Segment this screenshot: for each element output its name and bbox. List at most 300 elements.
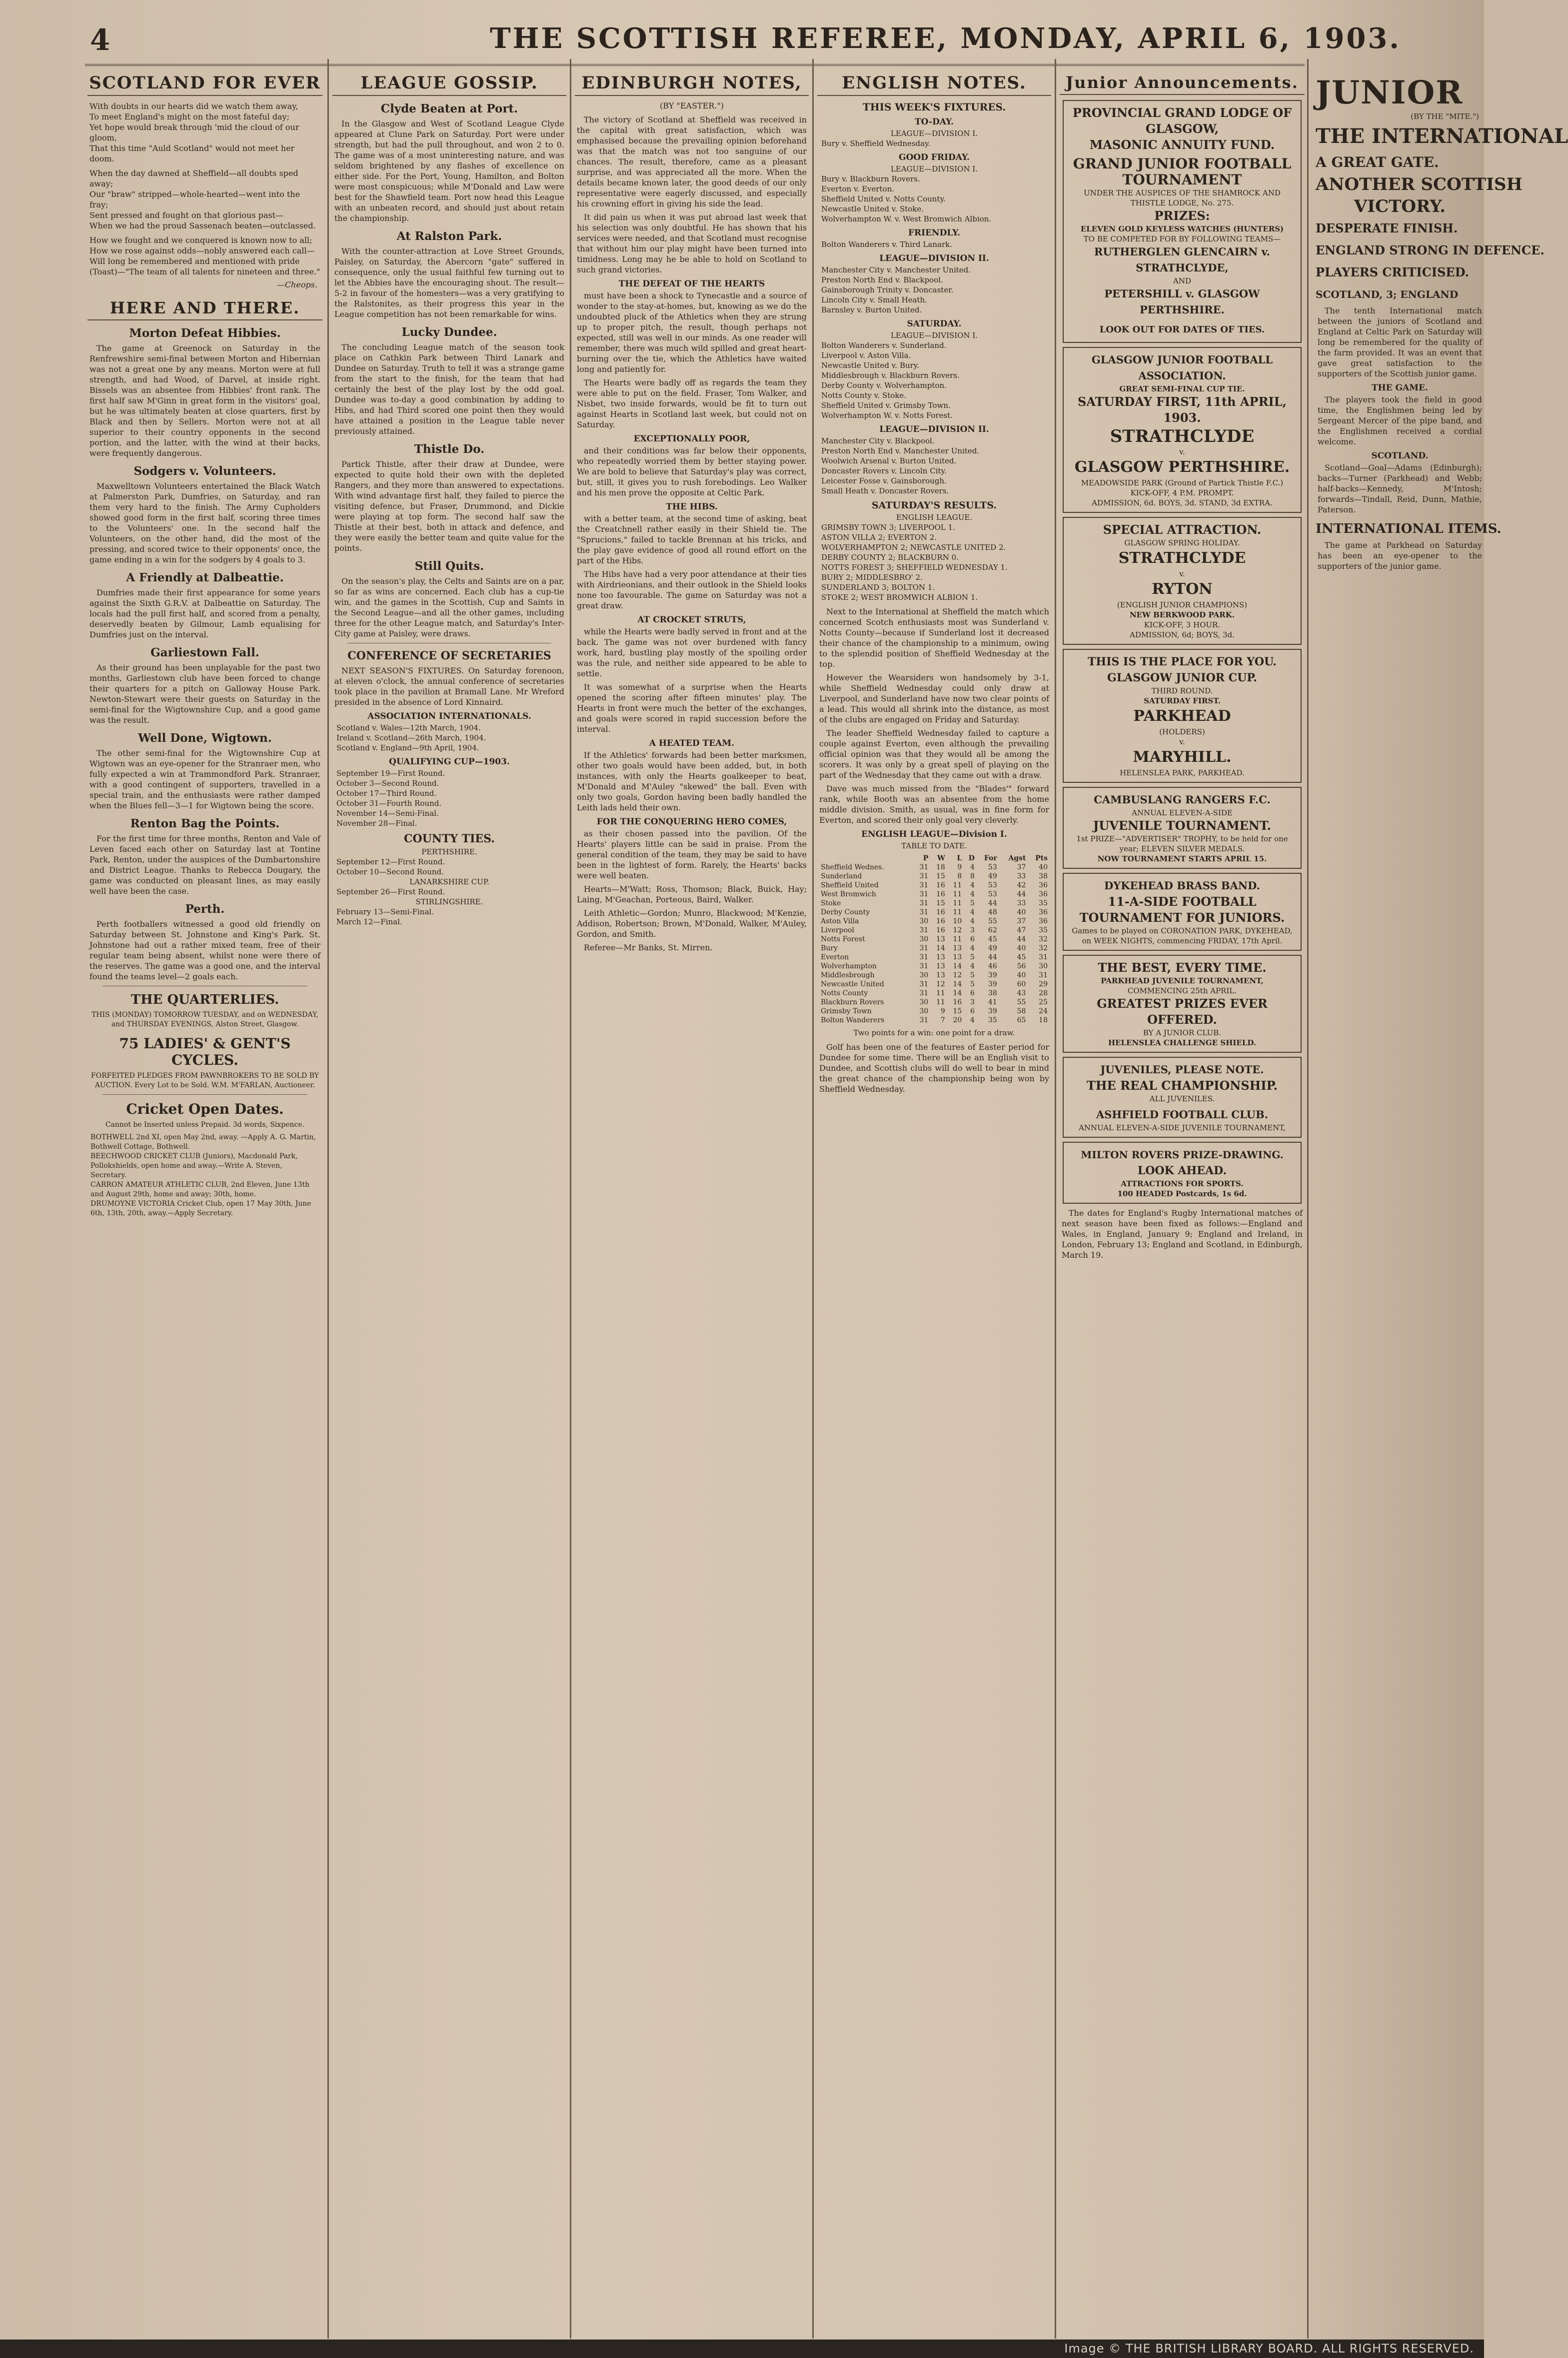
fixture-line: Lincoln City v. Small Heath. — [821, 295, 928, 304]
subheading: THE HIBS. — [666, 502, 718, 512]
ad-line: LOOK OUT FOR DATES OF TIES. — [1099, 324, 1265, 335]
league-table-cell: 44 — [1017, 890, 1026, 898]
ad-line: TO BE COMPETED FOR BY FOLLOWING TEAMS— — [1083, 234, 1281, 243]
poem-line: With doubts in our hearts did we watch them away, — [89, 101, 298, 111]
league-table-row — [819, 1016, 1049, 1025]
league-table-row — [819, 944, 1049, 953]
article-text: With the counter-attraction at Love Street Grounds, Paisley, on Saturday, the Abercorn "gate" suffered in consequence, only the usual faithful few turning out to let the Abbies have the encouraging shout. The result—5-2 in favour of the homesters—was a very gratifying to the Ralstonites, as their progress this year in the League competition has not been remarkable for wins. — [334, 246, 564, 319]
subheading: THE GAME. — [1372, 383, 1428, 393]
league-table-cell: Wolverhampton — [821, 962, 877, 970]
article-text: while the Hearts were badly served in front and at the back. The game was not over burdened with fancy work, hard, bustling play mostly of the spoiling order was the rule, and neither side appeared to be able to settle. — [577, 627, 807, 678]
league-table-cell: 3 — [970, 926, 975, 934]
league-table-cell: 38 — [988, 989, 997, 997]
ad-line: GRAND JUNIOR FOOTBALL TOURNAMENT — [1073, 155, 1292, 188]
league-table-row — [819, 881, 1049, 890]
ad-line: ADMISSION, 6d. BOYS, 3d. STAND, 3d EXTRA. — [1092, 498, 1273, 507]
league-table-cell: 11 — [953, 908, 962, 916]
cricket-heading: Cricket Open Dates. — [126, 1101, 284, 1117]
cycles-heading: 75 LADIES' & GENT'S CYCLES. — [119, 1035, 291, 1068]
column-league-gossip — [332, 70, 566, 2330]
league-table — [819, 854, 1049, 1025]
league-table-cell: 14 — [936, 944, 945, 952]
poem-line: Sent pressed and fought on that glorious past— — [89, 210, 284, 220]
league-table-cell: 30 — [919, 935, 929, 943]
conference-heading: CONFERENCE OF SECRETARIES — [347, 649, 551, 662]
ad-line: HELENSLEA PARK, PARKHEAD. — [1120, 768, 1245, 777]
league-table-cell: 6 — [970, 1007, 975, 1015]
article-heading: Morton Defeat Hibbies. — [129, 326, 281, 340]
league-table-row — [819, 953, 1049, 962]
league-table-cell: 16 — [936, 917, 945, 925]
ad-cambuslang-rangers — [1063, 787, 1302, 869]
fixture-line: February 13—Semi-Final. — [336, 907, 434, 916]
article-text: It was somewhat of a surprise when the Hearts opened the scoring after fifteen minutes' play. The Hearts in front were much the better of the exchanges, and goals were scored in rapid succession before the interval. — [577, 682, 807, 734]
league-table-cell: 58 — [1017, 1007, 1026, 1015]
byline: (BY "EASTER.") — [659, 101, 724, 110]
league-table-cell: 31 — [919, 980, 929, 988]
league-table-row — [819, 908, 1049, 917]
article-text: The game at Parkhead on Saturday has been an eye-opener to the supporters of the junior game. — [1318, 540, 1482, 571]
league-table-cell: 18 — [1039, 1016, 1048, 1024]
fixture-day: TO-DAY. — [914, 117, 954, 127]
headline: THE INTERNATIONAL — [1316, 124, 1568, 148]
league-table-cell: 28 — [1039, 989, 1048, 997]
fixture-line: Preston North End v. Blackpool. — [821, 275, 943, 284]
ad-line: SATURDAY FIRST. — [1144, 696, 1221, 705]
fixture-line: Doncaster Rovers v. Lincoln City. — [821, 466, 947, 475]
league-table-header — [819, 854, 913, 863]
league-table-cell: 31 — [919, 926, 929, 934]
page-number: 4 — [90, 23, 110, 57]
ad-line: THIRD ROUND. — [1151, 686, 1213, 695]
league-table-cell: 31 — [919, 899, 929, 907]
column-rule — [812, 59, 814, 2339]
league-table-header: P — [923, 854, 929, 862]
fixture-line: Preston North End v. Manchester United. — [821, 446, 980, 455]
result-line: BURY 2; MIDDLESBRO' 2. — [821, 573, 923, 582]
result-line: STOKE 2; WEST BROMWICH ALBION 1. — [821, 593, 978, 602]
article-text: As their ground has been unplayable for the past two months, Garliestown club have been forced to change their quarters for a pitch on Galloway House Park. Newton-Stewart were their guests on Saturday in the semi-final for the Wigtownshire Cup, and a good game was the result. — [89, 663, 320, 725]
ad-line: GLASGOW JUNIOR CUP. — [1107, 671, 1257, 684]
article-text: Maxwelltown Volunteers entertained the Black Watch at Palmerston Park, Dumfries, on Saturday, and ran them very hard to the finish. The Army Cupholders showed good form in the first half, scoring three times to the Volunteers' one. In the second half the Volunteers, on the other hand, did the most of the pressing, and scored twice to their opponents' once, the game ending in a win for the sodgers by 4 goals to 3. — [89, 481, 320, 564]
ad-line: SATURDAY FIRST, 11th APRIL, 1903. — [1078, 394, 1287, 425]
poem-line: When the day dawned at Sheffield—all doubts sped away; — [89, 168, 298, 188]
fixture-division: LEAGUE—DIVISION I. — [890, 331, 978, 340]
fixture-line: Leicester Fosse v. Gainsborough. — [821, 476, 947, 485]
poem-line: When we had the proud Sassenach beaten—outclassed. — [89, 221, 316, 230]
ad-line: 100 HEADED Postcards, 1s 6d. — [1117, 1189, 1247, 1198]
headline: VICTORY. — [1354, 196, 1446, 216]
league-table-cell: Everton — [821, 953, 849, 961]
ad-line: v. — [1179, 447, 1185, 456]
fixture-line: Notts County v. Stoke. — [821, 391, 907, 400]
subheading: A HEATED TEAM. — [649, 738, 735, 748]
league-table-cell: 12 — [936, 980, 945, 988]
league-table-cell: 5 — [970, 971, 975, 979]
article-text: Partick Thistle, after their draw at Dundee, were expected to quite hold their own with the depleted Rangers, and they more than answered to expectations. With wind advantage first half, they failed to pierce the visiting defence, but Fraser, Drummond, and Dickie were playing at top form. The second half saw the Thistle at their best, both in attack and defence, and they were easily the better team and quite value for the points. — [334, 459, 564, 553]
cricket-item: CARRON AMATEUR ATHLETIC CLUB, 2nd Eleven, June 13th and August 29th, home and away; 30th, home. — [90, 1181, 310, 1198]
fixture-line: October 17—Third Round. — [336, 789, 437, 798]
headline: ANOTHER SCOTTISH — [1316, 174, 1523, 194]
ad-line: RUTHERGLEN GLENCAIRN v. STRATHCLYDE, — [1094, 245, 1270, 274]
ad-line: MEADOWSIDE PARK (Ground of Partick Thistle F.C.) — [1081, 478, 1284, 487]
ad-line: HELENSLEA CHALLENGE SHIELD. — [1108, 1038, 1257, 1047]
league-table-cell: 37 — [1017, 863, 1026, 871]
league-table-cell: 30 — [1039, 962, 1048, 970]
league-table-cell: 5 — [970, 899, 975, 907]
league-table-cell: Liverpool — [821, 926, 854, 934]
result-line: NOTTS FOREST 3; SHEFFIELD WEDNESDAY 1. — [821, 563, 1008, 572]
league-table-cell: 14 — [953, 989, 962, 997]
ad-line: JUVENILES, PLEASE NOTE. — [1100, 1063, 1264, 1076]
article-heading: At Ralston Park. — [396, 229, 502, 243]
ad-line: 11-A-SIDE FOOTBALL TOURNAMENT FOR JUNIORS. — [1079, 894, 1285, 925]
fixture-line: Manchester City v. Manchester United. — [821, 265, 971, 274]
league-table-cell: 35 — [1039, 926, 1048, 934]
article-text: For the first time for three months, Renton and Vale of Leven faced each other on Saturday last at Tontine Park, Renton, under the auspices of the Dumbartonshire and District League. Thanks to Rebecca Dougary, the game was conducted on pleasant lines, as may easily well have been the case. — [89, 834, 320, 896]
fixture-day: LEAGUE—DIVISION II. — [879, 424, 989, 434]
article-text: In the Glasgow and West of Scotland League Clyde appeared at Clune Park on Saturday. Port were under strength, but had the pull throughout, and won 2 to 0. The game was of a most uninteresting nature, and was seldom brightened by any flashes of excellence on either side. For the Port, Young, Hamilton, and Bolton were most conspicuous; while M'Donald and Law were best for the Shawfield team. Port now head this League with an unbeaten record, and should just about retain the championship. — [334, 119, 564, 223]
fixture-line: September 12—First Round. — [336, 857, 445, 866]
league-table-cell: 13 — [953, 953, 962, 961]
headline: A GREAT GATE. — [1316, 154, 1439, 170]
column-heading: SCOTLAND FOR EVER — [87, 70, 322, 96]
fixture-line: Gainsborough Trinity v. Doncaster. — [821, 285, 954, 294]
ad-line: (HOLDERS) — [1159, 727, 1205, 736]
league-table-row — [819, 962, 1049, 971]
league-table-cell: 12 — [953, 926, 962, 934]
cricket-item: BEECHWOOD CRICKET CLUB (Juniors), Macdonald Park, Pollokshields, open home and away.—Write A. Steven, Secretary. — [90, 1152, 298, 1179]
ad-line: GREATEST PRIZES EVER OFFERED. — [1097, 996, 1268, 1027]
league-table-cell: Bury — [821, 944, 838, 952]
fixture-line: Ireland v. Scotland—26th March, 1904. — [336, 733, 486, 742]
column-junior-announcements — [1060, 70, 1305, 2330]
league-table-cell: 20 — [953, 1016, 962, 1024]
ad-line: PARKHEAD — [1133, 707, 1231, 725]
league-table-cell: 9 — [940, 1007, 945, 1015]
ad-semi-final-cup-tie — [1063, 347, 1302, 513]
notice-heading: THE QUARTERLIES. — [130, 992, 279, 1007]
league-table-cell: 53 — [988, 863, 997, 871]
ad-line: GLASGOW PERTHSHIRE. — [1074, 458, 1290, 476]
article-text: The Hearts were badly off as regards the team they were able to put on the field. Fraser, Tom Walker, and Nisbet, two inside forwards, would be fit to turn out against Hearts in Scotland last week, but could not on Saturday. — [577, 378, 807, 429]
ad-line: ALL JUVENILES. — [1149, 1094, 1215, 1103]
fixture-line: Derby County v. Wolverhampton. — [821, 381, 947, 390]
article-heading: Sodgers v. Volunteers. — [133, 464, 276, 478]
poem-line: That this time "Auld Scotland" would not meet her doom. — [89, 143, 295, 163]
fixture-division: LEAGUE—DIVISION I. — [890, 164, 978, 173]
score-line: SCOTLAND, 3; ENGLAND — [1316, 288, 1459, 300]
paper-title: THE SCOTTISH REFEREE, MONDAY, APRIL 6, 1903. — [490, 22, 1401, 55]
article-heading: Thistle Do. — [414, 442, 485, 456]
article-text: It did pain us when it was put abroad last week that his selection was only doubtful. He has shown that his services were needed, and that Scotland must recognise that without him our play might have been turned into timidness. Long may he be able to hold on Scotland to such grand victories. — [577, 212, 807, 274]
column-heading: ENGLISH NOTES. — [817, 70, 1051, 96]
fixture-group-heading: ASSOCIATION INTERNATIONALS. — [367, 711, 531, 721]
article-heading: Clyde Beaten at Port. — [380, 102, 518, 115]
league-table-cell: 56 — [1017, 962, 1026, 970]
league-table-cell: Derby County — [821, 908, 870, 916]
league-table-cell: 48 — [988, 908, 997, 916]
results-heading: SATURDAY'S RESULTS. — [871, 500, 997, 511]
article-heading: Garliestown Fall. — [150, 646, 259, 659]
fixture-line: LANARKSHIRE CUP. — [409, 877, 489, 886]
fixture-day: SATURDAY. — [907, 319, 962, 329]
league-table-cell: 30 — [919, 971, 929, 979]
result-line: ASTON VILLA 2; EVERTON 2. — [821, 533, 937, 542]
subheading: AT CROCKET STRUTS, — [637, 615, 746, 625]
league-table-header: D — [968, 854, 975, 862]
subheading: INTERNATIONAL ITEMS. — [1316, 521, 1502, 536]
ad-line: AND — [1173, 276, 1191, 285]
ad-line: THE REAL CHAMPIONSHIP. — [1086, 1078, 1278, 1093]
ad-line: STRATHCLYDE — [1110, 426, 1255, 446]
ad-line: RYTON — [1152, 580, 1213, 598]
ad-line: KICK-OFF, 3 HOUR. — [1144, 620, 1221, 629]
ad-line: JUVENILE TOURNAMENT. — [1093, 818, 1271, 833]
column-heading: Junior Announcements. — [1060, 70, 1305, 95]
league-table-cell: 65 — [1017, 1016, 1026, 1024]
league-table-row — [819, 890, 1049, 899]
league-table-cell: 29 — [1039, 980, 1048, 988]
league-table-cell: 33 — [1017, 872, 1026, 880]
ad-line: GLASGOW JUNIOR FOOTBALL ASSOCIATION. — [1091, 353, 1273, 382]
fixture-line: November 14—Semi-Final. — [336, 809, 439, 818]
ad-line: MASONIC ANNUITY FUND. — [1089, 137, 1275, 152]
ad-line: KICK-OFF, 4 P.M. PROMPT. — [1130, 488, 1234, 497]
league-table-cell: 9 — [957, 863, 962, 871]
league-table-cell: 24 — [1039, 1007, 1048, 1015]
league-table-row — [819, 917, 1049, 926]
league-table-cell: 31 — [919, 890, 929, 898]
ad-misc — [1063, 1142, 1302, 1204]
fixture-day: FRIENDLY. — [908, 228, 961, 238]
headline: PLAYERS CRITICISED. — [1316, 265, 1470, 279]
league-table-cell: 10 — [953, 917, 962, 925]
article-text: Dumfries made their first appearance for some years against the Sixth G.R.V. at Dalbeattie on Saturday. The locals had the pull first half, and scored from a penalty, deservedly beaten by Gilmour, Lamb equalising for Dumfries just on the interval. — [89, 588, 320, 639]
column-rule — [1307, 59, 1309, 2339]
copyright-caption: Image © THE BRITISH LIBRARY BOARD. ALL RIGHTS RESERVED. — [1064, 2342, 1474, 2356]
league-table-row — [819, 980, 1049, 989]
league-table-cell: 31 — [919, 953, 929, 961]
league-table-cell: 15 — [936, 872, 945, 880]
article-text: The leader Sheffield Wednesday failed to capture a couple against Everton, even although the prevailing official opinion was that they would all be among the scorers. It was only by a great spell of playing on the part of the Wednesday that they came out with a draw. — [819, 728, 1049, 780]
league-table-cell: 4 — [970, 890, 975, 898]
league-table-cell: 4 — [970, 1016, 975, 1024]
league-table-cell: 13 — [936, 971, 945, 979]
ad-parkhead-juvenile — [1063, 955, 1302, 1053]
league-table-cell: Stoke — [821, 899, 841, 907]
fixture-line: STIRLINGSHIRE. — [415, 897, 483, 906]
subheading: EXCEPTIONALLY POOR, — [633, 434, 750, 444]
league-table-cell: Grimsby Town — [821, 1007, 872, 1015]
league-table-cell: 46 — [988, 962, 997, 970]
team-list: Scotland—Goal—Adams (Edinburgh); backs—Turner (Parkhead) and Webb; half-backs—Kennedy, M'Intosh; forwards—Tindall, Reid, Dunn, Mathie, Paterson. — [1318, 463, 1482, 514]
fixture-line: Newcastle United v. Stoke. — [821, 204, 924, 213]
league-table-cell: 36 — [1039, 890, 1048, 898]
fixture-line: Scotland v. Wales—12th March, 1904. — [336, 723, 481, 732]
league-table-cell: 32 — [1039, 944, 1048, 952]
section-heading: HERE AND THERE. — [87, 295, 322, 320]
fixtures-title: THIS WEEK'S FIXTURES. — [862, 101, 1006, 113]
article-text: Dave was much missed from the "Blades'" forward rank, while Booth was an absentee from the home middle division. Smith, as usual, was in fine form for Everton, and scored their only goal very cleverly. — [819, 784, 1049, 825]
league-table-cell: Notts Forest — [821, 935, 865, 943]
league-table-cell: 31 — [919, 1016, 929, 1024]
poem-line: How we rose against odds—nobly answered each call— — [89, 246, 315, 255]
article-text: with a better team, at the second time of asking, beat the Creatchnell rather easily in their Shield tie. The "Sprucions," failed to tackle Brennan at his tricks, and the play gave evidence of good all round effort on the part of the Hibs. — [577, 514, 807, 565]
league-table-cell: Sunderland — [821, 872, 862, 880]
fixture-line: Wolverhampton W. v. Notts Forest. — [821, 411, 953, 420]
ad-line: DYKEHEAD BRASS BAND. — [1104, 879, 1260, 892]
headline: DESPERATE FINISH. — [1316, 221, 1458, 235]
league-table-cell: 11 — [953, 935, 962, 943]
ad-line: Games to be played on CORONATION PARK, DYKEHEAD, on WEEK NIGHTS, commencing FRIDAY, 17th April. — [1072, 926, 1293, 945]
referee: Referee—Mr Banks, St. Mirren. — [584, 943, 713, 952]
ad-line: (ENGLISH JUNIOR CHAMPIONS) — [1117, 600, 1248, 609]
column-edinburgh-notes — [575, 70, 809, 2330]
league-table-cell: 16 — [936, 926, 945, 934]
column-heading: LEAGUE GOSSIP. — [332, 70, 566, 96]
poem-signature: —Cheops. — [276, 280, 317, 289]
ad-line: THIS IS THE PLACE FOR YOU. — [1088, 655, 1277, 668]
league-table-cell: 35 — [1039, 899, 1048, 907]
league-table-cell: 3 — [970, 998, 975, 1006]
column-rule — [327, 59, 329, 2339]
league-table-cell: 11 — [936, 998, 945, 1006]
league-table-cell: 15 — [953, 1007, 962, 1015]
league-table-cell: 30 — [919, 998, 929, 1006]
league-table-cell: 11 — [953, 881, 962, 889]
league-table-cell: 39 — [988, 971, 997, 979]
fixture-line: September 26—First Round. — [336, 887, 445, 896]
league-table-row — [819, 971, 1049, 980]
league-table-row — [819, 998, 1049, 1007]
ad-line: PARKHEAD JUVENILE TOURNAMENT, — [1101, 976, 1264, 985]
team-list: Leith Athletic—Gordon; Munro, Blackwood; M'Kenzie, Addison, Robertson; Brown, M'Donald, Walker, M'Auley, Gordon, and Smith. — [577, 908, 807, 939]
league-table-cell: 4 — [970, 917, 975, 925]
league-table-cell: 33 — [1017, 899, 1026, 907]
ad-line: PROVINCIAL GRAND LODGE OF GLASGOW, — [1072, 105, 1292, 136]
article-text: The game at Greenock on Saturday in the Renfrewshire semi-final between Morton and Hibernian was not a great one by any means. Morton were at full strength, and had Wood, of Darvel, at inside right. Bissels was an absentee from Hibbies' front rank. The first half saw M'Ginn in great form in the visitors' goal, but he was ultimately beaten at close quarters, first by Black and then by Sellers. Morton were not at all superior to their country opponents in the second portion, and the latter, with the wind at their backs, were frequently dangerous. — [89, 343, 320, 458]
league-table-cell: 32 — [1039, 935, 1048, 943]
league-table-cell: 13 — [936, 935, 945, 943]
ad-line: BY A JUNIOR CLUB. — [1143, 1028, 1222, 1037]
article-text: Next to the International at Sheffield the match which concerned Scotch enthusiasts most was Sunderland v. Notts County—because if Sunderland lost it decreased their chance of the championship to a minimum, owing to the splendid position of Sheffield Wednesday at the top. — [819, 607, 1049, 669]
league-table-cell: 4 — [970, 944, 975, 952]
fixture-line: Bolton Wanderers v. Third Lanark. — [821, 240, 952, 249]
poem-line: Will long be remembered and mentioned with pride — [89, 256, 300, 266]
team-list: Hearts—M'Watt; Ross, Thomson; Black, Buick, Hay; Laing, M'Geachan, Porteous, Baird, Walker. — [577, 884, 807, 904]
league-table-cell: 62 — [988, 926, 997, 934]
fixture-line: Bolton Wanderers v. Sunderland. — [821, 341, 947, 350]
cricket-item: DRUMOYNE VICTORIA Cricket Club, open 17 May 30th, June 6th, 13th, 20th, away.—Apply Secretary. — [90, 1200, 311, 1217]
league-table-cell: 53 — [988, 890, 997, 898]
article-text: Golf has been one of the features of Easter period for Dundee for some time. There will be an English visit to Dundee, and Scottish clubs will do well to bear in mind the great chance of the championship being won by Sheffield Wednesday. — [819, 1042, 1049, 1094]
league-table-cell: 40 — [1017, 944, 1026, 952]
article-text: The other semi-final for the Wigtownshire Cup at Wigtown was an eye-opener for the Stranraer men, who fully expected a win at Trammondford Park. Stranraer, with a good contingent of supporters, travelled in a special train, and the enthusiasts were rather damped when the Blues fell—3—1 for Wigtown being the score. — [89, 748, 320, 810]
league-table-cell: 53 — [988, 881, 997, 889]
poem-line: Our "braw" stripped—whole-hearted—went into the fray; — [89, 189, 300, 209]
fixture-line: Everton v. Everton. — [821, 184, 895, 193]
league-table-cell: 11 — [953, 899, 962, 907]
article-heading: Renton Bag the Points. — [130, 817, 280, 830]
article-text: The Hibs have had a very poor attendance at their ties with Airdrieonians, and their outlook in the Shield looks none too favourable. The game on Saturday was not a great draw. — [577, 569, 807, 610]
fixture-line: Bury v. Blackburn Rovers. — [821, 174, 920, 183]
poem-line: How we fought and we conquered is known now to all; — [89, 235, 312, 245]
fixture-line: November 28—Final. — [336, 819, 417, 828]
ad-line: THE BEST, EVERY TIME. — [1098, 960, 1267, 975]
league-table-cell: 36 — [1039, 917, 1048, 925]
fixture-day: GOOD FRIDAY. — [899, 152, 970, 162]
league-table-title: ENGLISH LEAGUE—Division I. — [861, 829, 1007, 839]
league-table-cell: 39 — [988, 980, 997, 988]
league-table-cell: 16 — [936, 881, 945, 889]
league-table-header: Pts — [1035, 854, 1048, 862]
fixture-group-heading: COUNTY TIES. — [404, 832, 495, 845]
league-table-cell: 15 — [936, 899, 945, 907]
article-heading: Lucky Dundee. — [401, 325, 497, 339]
fixture-line: Bury v. Sheffield Wednesday. — [821, 139, 931, 148]
subheading: THE DEFEAT OF THE HEARTS — [618, 279, 765, 289]
league-table-cell: 49 — [988, 944, 997, 952]
league-table-cell: 44 — [1017, 935, 1026, 943]
league-table-cell: 18 — [936, 863, 945, 871]
league-table-header: Agst — [1008, 854, 1026, 862]
column-rule — [1055, 59, 1056, 2339]
league-table-cell: 13 — [936, 962, 945, 970]
league-table-cell: Middlesbrough — [821, 971, 875, 979]
result-line: DERBY COUNTY 2; BLACKBURN 0. — [821, 553, 959, 562]
subheading: FOR THE CONQUERING HERO COMES, — [596, 817, 787, 827]
headline: ENGLAND STRONG IN DEFENCE. — [1316, 243, 1545, 257]
league-table-cell: 31 — [919, 872, 929, 880]
ad-line: ELEVEN GOLD KEYLESS WATCHES (HUNTERS) — [1080, 224, 1284, 233]
ad-line: 1st PRIZE—"ADVERTISER" TROPHY, to be held for one year; ELEVEN SILVER MEDALS. — [1076, 834, 1288, 853]
league-table-cell: 42 — [1017, 881, 1026, 889]
league-table-cell: Newcastle United — [821, 980, 884, 988]
poem-line: Yet hope would break through 'mid the cloud of our gloom, — [89, 122, 299, 142]
article-heading: Well Done, Wigtown. — [138, 731, 272, 745]
byline: (BY THE "MITE.") — [1411, 112, 1479, 121]
fixture-line: Newcastle United v. Bury. — [821, 361, 920, 370]
league-table-row — [819, 1007, 1049, 1016]
article-heading: Still Quits. — [414, 559, 484, 573]
league-table-cell: 40 — [1017, 971, 1026, 979]
league-table-cell: 4 — [970, 962, 975, 970]
league-table-cell: 45 — [988, 935, 997, 943]
ad-line: ATTRACTIONS FOR SPORTS. — [1121, 1179, 1244, 1188]
league-table-cell: 44 — [988, 899, 997, 907]
ad-line: v. — [1179, 569, 1185, 578]
ad-line: MARYHILL. — [1133, 748, 1232, 766]
league-table-cell: 30 — [919, 1007, 929, 1015]
league-table-row — [819, 935, 1049, 944]
league-table-cell: 40 — [1017, 908, 1026, 916]
column-english-notes — [817, 70, 1051, 2330]
league-table-cell: 7 — [940, 1016, 945, 1024]
ad-line: MILTON ROVERS PRIZE-DRAWING. — [1081, 1149, 1284, 1161]
article-heading: A Friendly at Dalbeattie. — [126, 571, 284, 584]
ad-line: ANNUAL ELEVEN-A-SIDE — [1132, 808, 1233, 817]
league-table-cell: 31 — [1039, 953, 1048, 961]
fixture-line: PERTHSHIRE. — [421, 847, 477, 856]
article-text: The victory of Scotland at Sheffield was received in the capital with great satisfaction, which was emphasised because the prevailing opinion beforehand was that the match was not too sanguine of our chances. The result, therefore, came as a pleasant surprise, and was appreciated all the more. When the details became known later, the good deeds of our only representative were eagerly discussed, and especially his crowning effort in giving his side the lead. — [577, 115, 807, 208]
league-table-cell: 16 — [953, 998, 962, 1006]
result-line: ENGLISH LEAGUE. — [896, 513, 973, 522]
fixture-line: Manchester City v. Blackpool. — [821, 436, 935, 445]
fixture-line: September 19—First Round. — [336, 769, 445, 778]
league-table-cell: 55 — [988, 917, 997, 925]
article-text: and their conditions was far below their opponents, who repeatedly worried them by better staying power. We are bold to believe that Saturday's play was correct, but, still, it gives you to rush forebodings. Leo Walker and his men prove the opposite at Celtic Park. — [577, 446, 807, 497]
